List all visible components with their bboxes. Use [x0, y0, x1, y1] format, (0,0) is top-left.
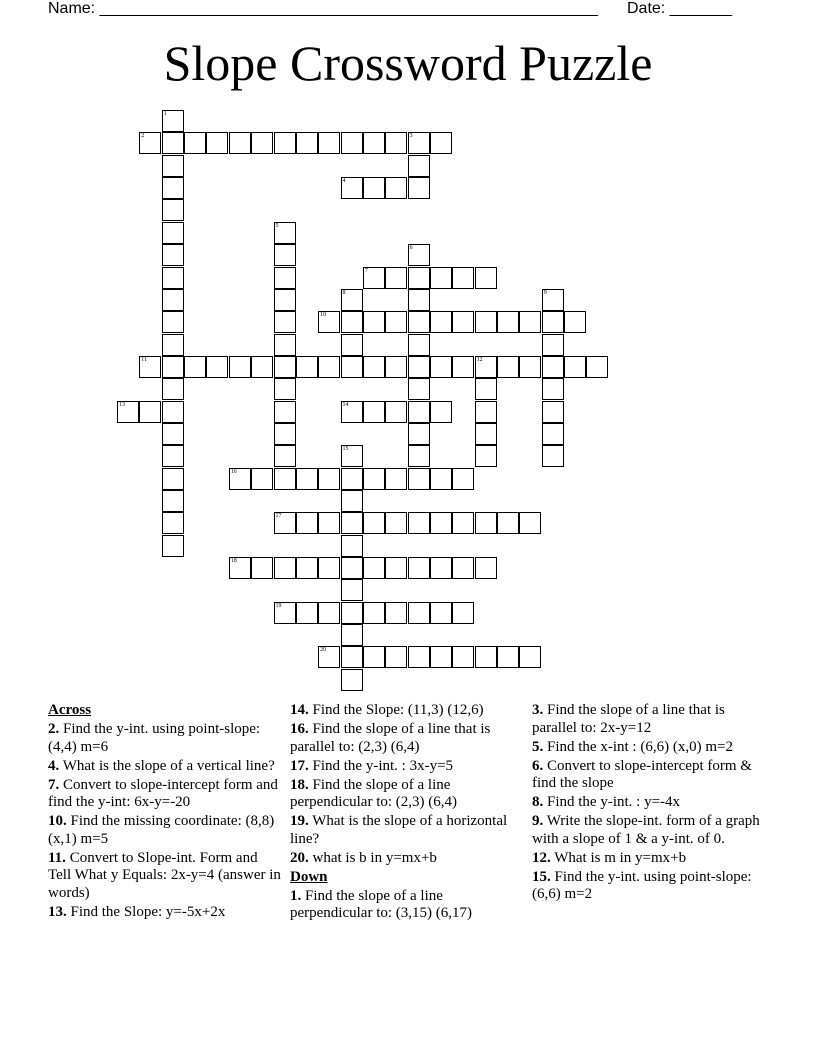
clue-column-1 [48, 702, 283, 923]
grid-cell[interactable] [341, 177, 363, 199]
grid-cell[interactable] [475, 401, 497, 423]
grid-cell[interactable] [363, 646, 385, 668]
clue-across-7 [48, 777, 283, 812]
grid-cell[interactable] [251, 356, 273, 378]
grid-cell[interactable] [385, 177, 407, 199]
grid-cell[interactable] [274, 557, 296, 579]
grid-cell[interactable] [430, 267, 452, 289]
clue-number: 7. [48, 776, 60, 793]
grid-cell[interactable] [363, 311, 385, 333]
cell-number: 15 [342, 446, 349, 453]
clue-across-10 [48, 813, 283, 848]
grid-cell[interactable] [162, 512, 184, 534]
page-title: Slope Crossword Puzzle [163, 35, 653, 91]
grid-cell[interactable] [229, 468, 251, 490]
grid-cell[interactable] [430, 132, 452, 154]
grid-cell[interactable] [229, 356, 251, 378]
clue-text: What is the slope of a vertical line? [62, 757, 275, 774]
grid-cell[interactable] [274, 132, 296, 154]
clue-text: Find the slope of a line that is parallel to: (2,3) (6,4) [290, 721, 491, 755]
grid-cell[interactable] [162, 378, 184, 400]
grid-cell[interactable] [408, 155, 430, 177]
clue-down-12 [532, 850, 767, 868]
grid-cell[interactable] [408, 177, 430, 199]
grid-cell[interactable] [341, 289, 363, 311]
cell-number: 14 [342, 401, 349, 408]
grid-cell[interactable] [274, 378, 296, 400]
grid-cell[interactable] [341, 468, 363, 490]
grid-cell[interactable] [341, 624, 363, 646]
grid-cell[interactable] [296, 132, 318, 154]
grid-cell[interactable] [363, 602, 385, 624]
grid-cell[interactable] [251, 557, 273, 579]
grid-cell[interactable] [162, 222, 184, 244]
grid-cell[interactable] [274, 602, 296, 624]
grid-cell[interactable] [162, 334, 184, 356]
clue-across-14 [290, 702, 515, 720]
grid-cell[interactable] [162, 311, 184, 333]
clue-text: What is the slope of a horizontal line? [290, 813, 508, 847]
cell-number: 8 [342, 289, 346, 296]
grid-cell[interactable] [452, 602, 474, 624]
cell-number: 17 [275, 513, 282, 520]
grid-cell[interactable] [363, 401, 385, 423]
cell-number: 18 [230, 558, 237, 564]
clue-number: 2. [48, 721, 60, 737]
grid-cell[interactable] [318, 132, 340, 154]
grid-cell[interactable] [430, 512, 452, 534]
clue-across-18 [290, 777, 515, 812]
clue-text: Find the slope of a line perpendicular to: (2,3) (6,4) [290, 776, 458, 810]
grid-cell[interactable] [274, 311, 296, 333]
clue-text: Find the Slope: y=-5x+2x [70, 903, 226, 920]
clue-text: Find the Slope: (11,3) (12,6) [312, 702, 484, 718]
grid-cell[interactable] [497, 311, 519, 333]
grid-cell[interactable] [497, 646, 519, 668]
grid-cell[interactable] [162, 356, 184, 378]
grid-cell[interactable] [162, 132, 184, 154]
clue-text: Find the missing coordinate: (8,8) (x,1) m=5 [48, 813, 275, 847]
clue-text: Write the slope-int. form of a graph with a slope of 1 & a y-int. of 0. [532, 813, 760, 847]
grid-cell[interactable] [162, 110, 184, 132]
grid-cell[interactable] [408, 311, 430, 333]
clue-number: 5. [532, 738, 544, 755]
grid-cell[interactable] [162, 401, 184, 423]
grid-cell[interactable] [341, 132, 363, 154]
grid-cell[interactable] [274, 401, 296, 423]
grid-cell[interactable] [296, 512, 318, 534]
grid-cell[interactable] [184, 356, 206, 378]
grid-cell[interactable] [475, 311, 497, 333]
grid-cell[interactable] [296, 602, 318, 624]
grid-cell[interactable] [318, 356, 340, 378]
grid-cell[interactable] [341, 490, 363, 512]
grid-cell[interactable] [430, 602, 452, 624]
grid-cell[interactable] [162, 155, 184, 177]
cell-number: 11 [141, 356, 148, 363]
cell-number: 16 [230, 468, 237, 475]
grid-cell[interactable] [162, 445, 184, 467]
clue-down-8 [532, 794, 767, 812]
clue-text: Convert to slope-intercept form and find the y-int: 6x-y=-20 [48, 776, 278, 810]
grid-cell[interactable] [162, 490, 184, 512]
grid-cell[interactable] [318, 557, 340, 579]
grid-cell[interactable] [274, 289, 296, 311]
grid-cell[interactable] [542, 445, 564, 467]
grid-cell[interactable] [385, 311, 407, 333]
grid-cell[interactable] [430, 356, 452, 378]
grid-cell[interactable] [475, 267, 497, 289]
clue-across-13 [48, 904, 283, 922]
grid-cell[interactable] [408, 244, 430, 266]
grid-cell[interactable] [452, 267, 474, 289]
clue-across-4 [48, 758, 283, 776]
grid-cell[interactable] [318, 311, 340, 333]
grid-cell[interactable] [296, 356, 318, 378]
clue-across-20 [290, 850, 515, 868]
grid-cell[interactable] [162, 244, 184, 266]
clue-number: 4. [48, 757, 60, 774]
grid-cell[interactable] [274, 334, 296, 356]
clue-across-11 [48, 850, 283, 903]
grid-cell[interactable] [363, 468, 385, 490]
grid-cell[interactable] [341, 646, 363, 668]
cell-number: 4 [342, 178, 346, 185]
grid-cell[interactable] [385, 401, 407, 423]
clue-text: Find the x-int : (6,6) (x,0) m=2 [547, 738, 733, 755]
grid-cell[interactable] [452, 311, 474, 333]
grid-cell[interactable] [408, 289, 430, 311]
clue-number: 11. [48, 849, 66, 866]
grid-cell[interactable] [274, 423, 296, 445]
clue-number: 6. [532, 757, 544, 774]
grid-cell[interactable] [139, 356, 161, 378]
clue-text: Find the y-int. using point-slope: (6,6) m=2 [532, 868, 752, 902]
cell-number: 2 [141, 133, 145, 140]
grid-cell[interactable] [162, 267, 184, 289]
grid-cell[interactable] [363, 512, 385, 534]
grid-cell[interactable] [408, 602, 430, 624]
clue-text: Find the y-int. : 3x-y=5 [312, 757, 454, 774]
grid-cell[interactable] [408, 356, 430, 378]
grid-cell[interactable] [363, 177, 385, 199]
clue-down-3 [532, 702, 767, 737]
cell-number: 9 [543, 289, 547, 296]
grid-cell[interactable] [162, 199, 184, 221]
clue-number: 13. [48, 903, 67, 920]
clue-text: Convert to slope-intercept form & find the slope [532, 757, 752, 791]
grid-cell[interactable] [341, 535, 363, 557]
grid-cell[interactable] [363, 267, 385, 289]
grid-cell[interactable] [318, 512, 340, 534]
cell-number: 1 [163, 111, 167, 117]
grid-cell[interactable] [408, 334, 430, 356]
grid-cell[interactable] [274, 512, 296, 534]
grid-cell[interactable] [475, 512, 497, 534]
grid-cell[interactable] [519, 646, 541, 668]
clue-text: Find the y-int. : y=-4x [547, 794, 681, 810]
grid-cell[interactable] [542, 311, 564, 333]
name-field-label: Name: ________________________________________________________ [48, 0, 598, 17]
grid-cell[interactable] [385, 468, 407, 490]
cell-number: 7 [364, 267, 368, 274]
clue-text: Convert to Slope-int. Form and Tell What y Equals: 2x-y=4 (answer in words) [48, 849, 281, 901]
across-heading: Across [48, 702, 92, 718]
grid-cell[interactable] [296, 557, 318, 579]
grid-cell[interactable] [586, 356, 608, 378]
grid-cell[interactable] [430, 646, 452, 668]
grid-cell[interactable] [430, 311, 452, 333]
clue-column-2 [290, 702, 515, 924]
grid-cell[interactable] [408, 267, 430, 289]
clue-down-1 [290, 888, 515, 923]
clue-number: 3. [532, 702, 544, 718]
grid-cell[interactable] [184, 132, 206, 154]
clue-number: 10. [48, 813, 67, 829]
clue-number: 1. [290, 887, 302, 904]
grid-cell[interactable] [408, 512, 430, 534]
grid-cell[interactable] [162, 535, 184, 557]
grid-cell[interactable] [139, 401, 161, 423]
clue-across-2 [48, 721, 283, 756]
grid-cell[interactable] [497, 356, 519, 378]
grid-cell[interactable] [274, 222, 296, 244]
grid-cell[interactable] [341, 602, 363, 624]
grid-cell[interactable] [363, 132, 385, 154]
grid-cell[interactable] [162, 177, 184, 199]
clue-number: 18. [290, 776, 309, 793]
grid-cell[interactable] [318, 468, 340, 490]
grid-cell[interactable] [475, 646, 497, 668]
grid-cell[interactable] [542, 378, 564, 400]
grid-cell[interactable] [430, 401, 452, 423]
clue-number: 17. [290, 757, 309, 774]
clue-column-3 [532, 702, 767, 905]
cell-number: 19 [275, 602, 282, 609]
grid-cell[interactable] [385, 356, 407, 378]
clue-down-5 [532, 739, 767, 757]
grid-cell[interactable] [408, 132, 430, 154]
grid-cell[interactable] [206, 356, 228, 378]
clue-number: 20. [290, 849, 309, 866]
grid-cell[interactable] [229, 132, 251, 154]
grid-cell[interactable] [139, 132, 161, 154]
grid-cell[interactable] [408, 646, 430, 668]
grid-cell[interactable] [408, 445, 430, 467]
grid-cell[interactable] [385, 557, 407, 579]
clue-number: 16. [290, 721, 309, 737]
clue-across-16 [290, 721, 515, 756]
cell-number: 5 [275, 222, 279, 229]
grid-cell[interactable] [385, 132, 407, 154]
clue-number: 19. [290, 813, 309, 829]
grid-cell[interactable] [251, 468, 273, 490]
grid-cell[interactable] [475, 378, 497, 400]
grid-cell[interactable] [475, 557, 497, 579]
grid-cell[interactable] [475, 423, 497, 445]
grid-cell[interactable] [542, 334, 564, 356]
grid-cell[interactable] [341, 334, 363, 356]
down-heading: Down [290, 868, 328, 885]
clue-text: Find the slope of a line that is parallel to: 2x-y=12 [532, 702, 725, 736]
grid-cell[interactable] [274, 445, 296, 467]
grid-cell[interactable] [542, 401, 564, 423]
grid-cell[interactable] [341, 579, 363, 601]
clue-number: 9. [532, 813, 544, 829]
grid-cell[interactable] [341, 669, 363, 691]
grid-cell[interactable] [117, 401, 139, 423]
cell-number: 3 [409, 133, 413, 140]
clue-text: What is m in y=mx+b [554, 849, 687, 866]
clue-number: 14. [290, 702, 309, 718]
grid-cell[interactable] [385, 646, 407, 668]
grid-cell[interactable] [363, 356, 385, 378]
grid-cell[interactable] [452, 468, 474, 490]
clue-number: 8. [532, 794, 544, 810]
grid-cell[interactable] [452, 356, 474, 378]
grid-cell[interactable] [519, 311, 541, 333]
grid-cell[interactable] [341, 557, 363, 579]
grid-cell[interactable] [206, 132, 228, 154]
clue-down-9 [532, 813, 767, 848]
grid-cell[interactable] [318, 646, 340, 668]
grid-cell[interactable] [542, 423, 564, 445]
grid-cell[interactable] [452, 557, 474, 579]
grid-cell[interactable] [162, 289, 184, 311]
grid-cell[interactable] [408, 557, 430, 579]
grid-cell[interactable] [363, 557, 385, 579]
grid-cell[interactable] [408, 378, 430, 400]
clue-text: what is b in y=mx+b [312, 849, 437, 866]
grid-cell[interactable] [519, 512, 541, 534]
grid-cell[interactable] [274, 356, 296, 378]
cell-number: 6 [409, 245, 413, 252]
grid-cell[interactable] [229, 557, 251, 579]
cell-number: 20 [320, 647, 327, 654]
grid-cell[interactable] [452, 646, 474, 668]
grid-cell[interactable] [341, 401, 363, 423]
date-field-label: Date: _______ [627, 0, 732, 17]
grid-cell[interactable] [408, 468, 430, 490]
clue-number: 12. [532, 849, 551, 866]
grid-cell[interactable] [162, 423, 184, 445]
grid-cell[interactable] [542, 289, 564, 311]
clue-text: Find the y-int. using point-slope: (4,4) m=6 [48, 721, 261, 755]
grid-cell[interactable] [341, 512, 363, 534]
grid-cell[interactable] [274, 267, 296, 289]
grid-cell[interactable] [162, 468, 184, 490]
grid-cell[interactable] [408, 423, 430, 445]
clue-number: 15. [532, 868, 551, 885]
grid-cell[interactable] [318, 602, 340, 624]
grid-cell[interactable] [564, 356, 586, 378]
grid-cell[interactable] [519, 356, 541, 378]
grid-cell[interactable] [341, 311, 363, 333]
grid-cell[interactable] [385, 267, 407, 289]
grid-cell[interactable] [475, 356, 497, 378]
clue-down-15 [532, 869, 767, 904]
grid-cell[interactable] [497, 512, 519, 534]
grid-cell[interactable] [296, 468, 318, 490]
grid-cell[interactable] [341, 356, 363, 378]
grid-cell[interactable] [430, 557, 452, 579]
clue-text: Find the slope of a line perpendicular to: (3,15) (6,17) [290, 887, 473, 921]
grid-cell[interactable] [274, 244, 296, 266]
grid-cell[interactable] [385, 512, 407, 534]
grid-cell[interactable] [564, 311, 586, 333]
grid-cell[interactable] [385, 602, 407, 624]
cell-number: 12 [476, 356, 483, 363]
grid-cell[interactable] [251, 132, 273, 154]
grid-cell[interactable] [341, 445, 363, 467]
grid-cell[interactable] [274, 468, 296, 490]
cell-number: 10 [320, 312, 327, 319]
grid-cell[interactable] [408, 401, 430, 423]
cell-number: 13 [119, 401, 125, 408]
clue-across-19 [290, 813, 515, 848]
clue-down-6 [532, 758, 767, 793]
grid-cell[interactable] [542, 356, 564, 378]
grid-cell[interactable] [430, 468, 452, 490]
clue-across-17 [290, 758, 515, 776]
grid-cell[interactable] [475, 445, 497, 467]
grid-cell[interactable] [452, 512, 474, 534]
